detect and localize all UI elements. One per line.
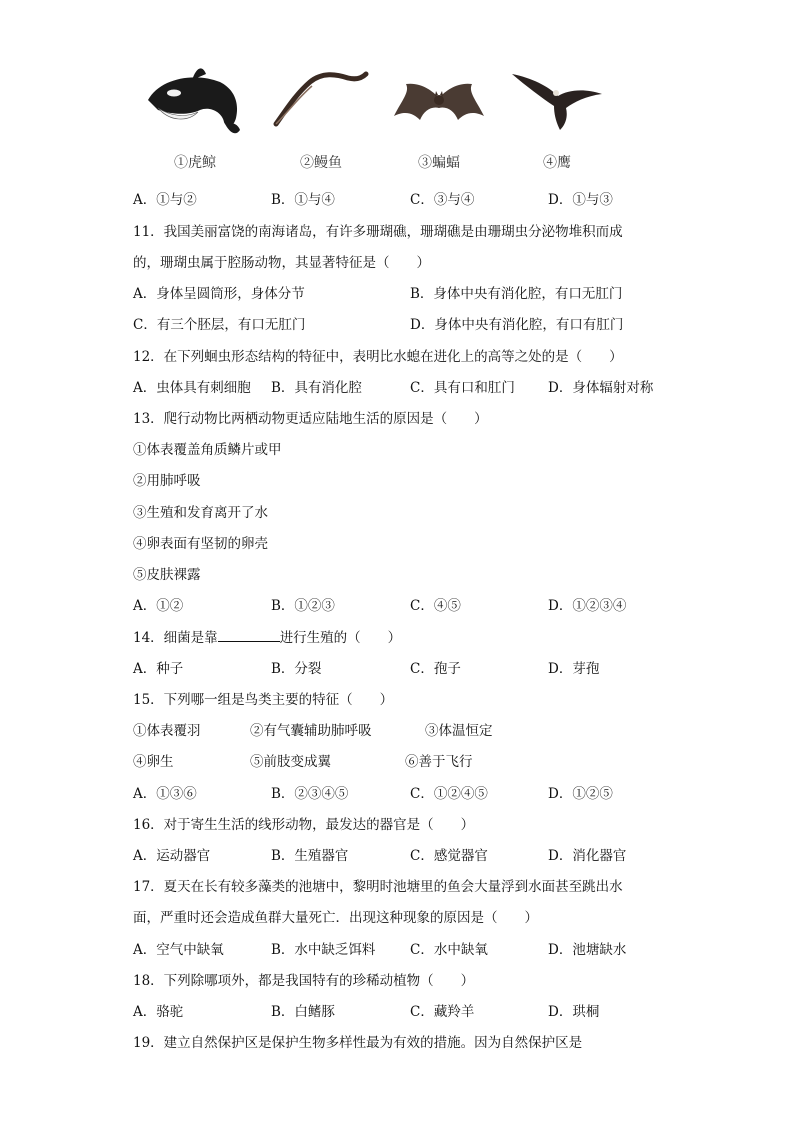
option-b[interactable]: B．分裂	[271, 661, 322, 677]
animal-eagle	[502, 60, 612, 172]
q13-item: ②用肺呼吸	[133, 473, 201, 489]
option-a[interactable]: A．种子	[133, 661, 184, 677]
q15-item: ⑤前肢变成翼	[250, 754, 331, 770]
option-a[interactable]: A．运动器官	[133, 848, 211, 864]
q15-stem: 15．下列哪一组是鸟类主要的特征（ ）	[133, 692, 394, 708]
q14-stem	[133, 627, 401, 648]
option-d[interactable]: D．身体中央有消化腔，有口有肛门	[410, 317, 624, 333]
fill-blank	[218, 627, 280, 642]
option-d[interactable]: D．芽孢	[548, 661, 600, 677]
animal-label: ④鹰	[543, 155, 571, 171]
option-b[interactable]: B．具有消化腔	[271, 380, 362, 396]
animal-label: ①虎鲸	[174, 155, 216, 171]
q16-stem: 16．对于寄生生活的线形动物，最发达的器官是（ ）	[133, 817, 475, 833]
option-c[interactable]: C．孢子	[410, 661, 461, 677]
q17-stem: 面，严重时还会造成鱼群大量死亡．出现这种现象的原因是（ ）	[133, 910, 538, 926]
option-b[interactable]: B．水中缺乏饵料	[271, 942, 376, 958]
q13-item: ⑤皮肤裸露	[133, 567, 201, 583]
option-b[interactable]: B．①与④	[271, 192, 335, 208]
q15-item: ④卵生	[133, 754, 174, 770]
q11-stem: 11．我国美丽富饶的南海诸岛，有许多珊瑚礁，珊瑚礁是由珊瑚虫分泌物堆积而成	[133, 224, 623, 240]
animal-bat	[384, 60, 494, 172]
bat-icon	[384, 60, 494, 140]
option-d[interactable]: D．①②⑤	[548, 786, 613, 802]
q15-item: ③体温恒定	[425, 723, 493, 739]
option-a[interactable]: A．骆驼	[133, 1004, 184, 1020]
q13-item: ④卵表面有坚韧的卵壳	[133, 536, 268, 552]
option-a[interactable]: A．①与②	[133, 192, 197, 208]
option-c[interactable]: C．①②④⑤	[410, 786, 488, 802]
q15-item: ②有气囊辅助肺呼吸	[250, 723, 372, 739]
option-b[interactable]: B．生殖器官	[271, 848, 349, 864]
option-c[interactable]: C．有三个胚层，有口无肛门	[133, 317, 306, 333]
q17-stem: 17．夏天在长有较多藻类的池塘中，黎明时池塘里的鱼会大量浮到水面甚至跳出水	[133, 879, 623, 895]
animal-label: ③蝙蝠	[418, 155, 460, 171]
option-d[interactable]: D．消化器官	[548, 848, 627, 864]
q19-stem: 19．建立自然保护区是保护生物多样性最为有效的措施。因为自然保护区是	[133, 1035, 583, 1051]
animal-figure	[140, 60, 620, 172]
eagle-icon	[502, 60, 612, 140]
q13-item: ①体表覆盖角质鳞片或甲	[133, 442, 282, 458]
option-c[interactable]: C．水中缺氧	[410, 942, 488, 958]
q15-item: ①体表覆羽	[133, 723, 201, 739]
option-b[interactable]: B．白鳍豚	[271, 1004, 335, 1020]
animal-eel	[266, 60, 376, 172]
option-a[interactable]: A．身体呈圆筒形，身体分节	[133, 286, 305, 302]
orca-icon	[140, 60, 250, 140]
option-b[interactable]: B．①②③	[271, 598, 335, 614]
option-d[interactable]: D．①与③	[548, 192, 613, 208]
q15-item: ⑥善于飞行	[405, 754, 473, 770]
option-d[interactable]: D．身体辐射对称	[548, 380, 654, 396]
option-a[interactable]: A．虫体具有刺细胞	[133, 380, 251, 396]
option-c[interactable]: C．具有口和肛门	[410, 380, 515, 396]
option-a[interactable]: A．①②	[133, 598, 184, 614]
q12-stem: 12．在下列蛔虫形态结构的特征中，表明比水螅在进化上的高等之处的是（ ）	[133, 349, 623, 365]
option-a[interactable]: A．①③⑥	[133, 786, 197, 802]
q14-stem-post: 进行生殖的（ ）	[279, 630, 402, 646]
eel-icon	[266, 60, 376, 140]
option-c[interactable]: C．④⑤	[410, 598, 461, 614]
option-c[interactable]: C．藏羚羊	[410, 1004, 475, 1020]
q13-stem: 13．爬行动物比两栖动物更适应陆地生活的原因是（ ）	[133, 411, 488, 427]
q11-stem: 的，珊瑚虫属于腔肠动物，其显著特征是（ ）	[133, 255, 430, 271]
option-b[interactable]: B．身体中央有消化腔，有口无肛门	[410, 286, 623, 302]
option-d[interactable]: D．池塘缺水	[548, 942, 627, 958]
option-c[interactable]: C．感觉器官	[410, 848, 488, 864]
option-a[interactable]: A．空气中缺氧	[133, 942, 224, 958]
q14-stem-pre: 14．细菌是靠	[133, 630, 218, 646]
option-b[interactable]: B．②③④⑤	[271, 786, 349, 802]
q18-stem: 18．下列除哪项外，都是我国特有的珍稀动植物（ ）	[133, 973, 475, 989]
option-c[interactable]: C．③与④	[410, 192, 475, 208]
option-d[interactable]: D．①②③④	[548, 598, 627, 614]
option-d[interactable]: D．珙桐	[548, 1004, 600, 1020]
animal-orca	[140, 60, 250, 172]
q13-item: ③生殖和发育离开了水	[133, 505, 268, 521]
animal-label: ②鳗鱼	[300, 155, 342, 171]
